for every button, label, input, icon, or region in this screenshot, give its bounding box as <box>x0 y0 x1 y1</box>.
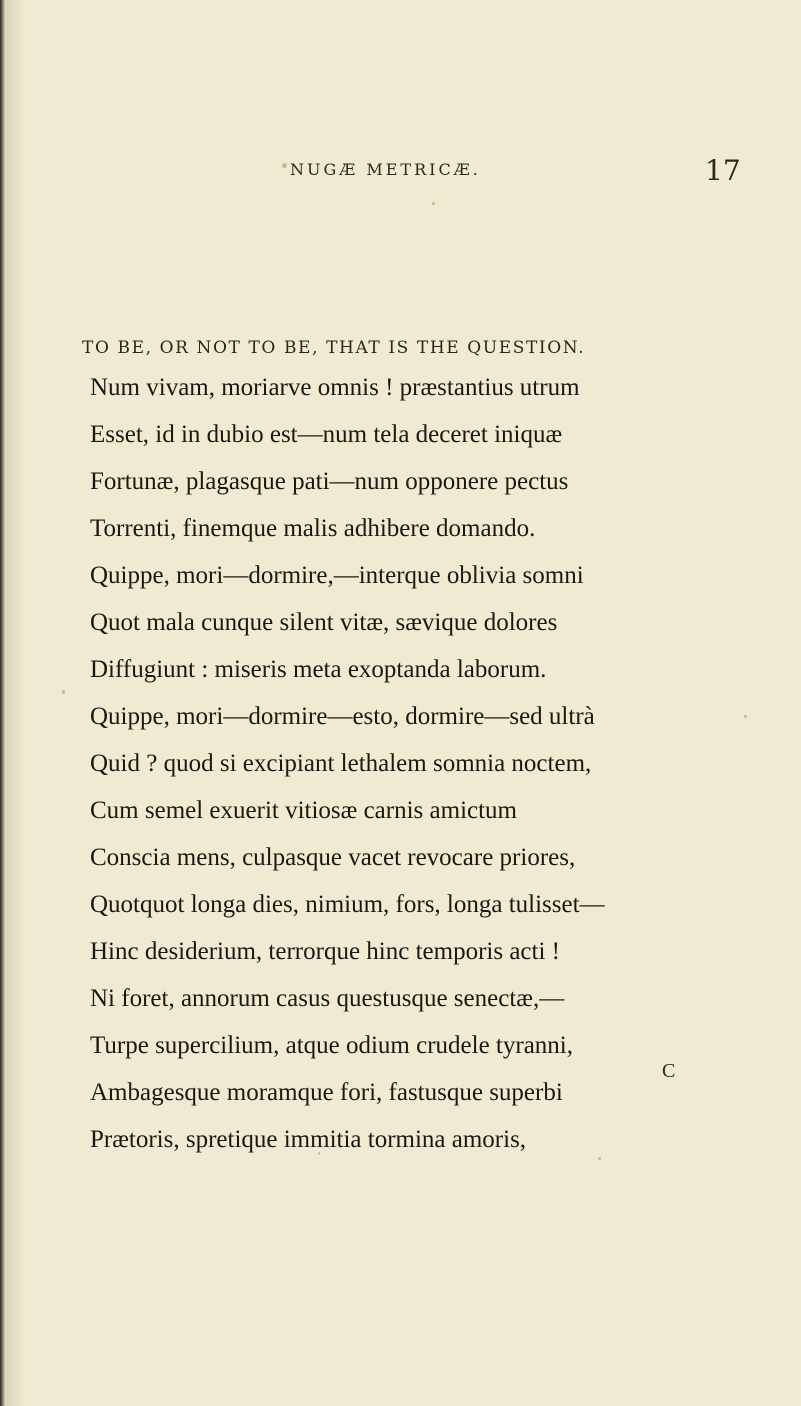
poem-body <box>90 364 770 1163</box>
poem-heading: TO BE, OR NOT TO BE, THAT IS THE QUESTION. <box>82 338 586 358</box>
verse-line: Quotquot longa dies, nimium, fors, longa tulisset— <box>90 891 605 918</box>
verse-line: Turpe supercilium, atque odium crudele tyranni, <box>90 1032 573 1059</box>
verse-line: Ni foret, annorum casus questusque senectæ,— <box>90 985 565 1012</box>
verse-line: Hinc desiderium, terrorque hinc temporis acti ! <box>90 938 560 965</box>
verse-line: Quid ? quod si excipiant lethalem somnia noctem, <box>90 750 592 777</box>
verse-line: Ambagesque moramque fori, fastusque superbi <box>90 1079 563 1106</box>
paper-speck <box>62 690 65 694</box>
running-title: NUGÆ METRICÆ. <box>290 160 481 179</box>
page-gutter-shadow <box>6 0 26 1406</box>
verse-line: Diffugiunt : miseris meta exoptanda laborum. <box>90 656 547 683</box>
verse-line: Fortunæ, plagasque pati—num opponere pectus <box>90 468 569 495</box>
verse-line: Conscia mens, culpasque vacet revocare priores, <box>90 844 576 871</box>
paper-speck <box>744 715 747 718</box>
paper-speck <box>432 202 435 205</box>
signature-mark: C <box>662 1060 676 1082</box>
verse-line: Quot mala cunque silent vitæ, sævique dolores <box>90 609 558 636</box>
paper-speck <box>598 1157 601 1160</box>
verse-line: Torrenti, finemque malis adhibere domando. <box>90 515 536 542</box>
paper-speck <box>318 1152 320 1155</box>
paper-speck <box>282 163 287 168</box>
verse-line: Num vivam, moriarve omnis ! præstantius utrum <box>90 374 580 401</box>
page-number: 17 <box>705 154 741 187</box>
verse-line: Quippe, mori—dormire,—interque oblivia somni <box>90 562 584 589</box>
verse-line: Cum semel exuerit vitiosæ carnis amictum <box>90 797 518 824</box>
verse-line: Esset, id in dubio est—num tela deceret iniquæ <box>90 421 563 448</box>
verse-line: Quippe, mori—dormire—esto, dormire—sed ultrà <box>90 703 595 730</box>
running-head <box>0 154 801 190</box>
verse-line: Prætoris, spretique immitia tormina amoris, <box>90 1126 527 1153</box>
